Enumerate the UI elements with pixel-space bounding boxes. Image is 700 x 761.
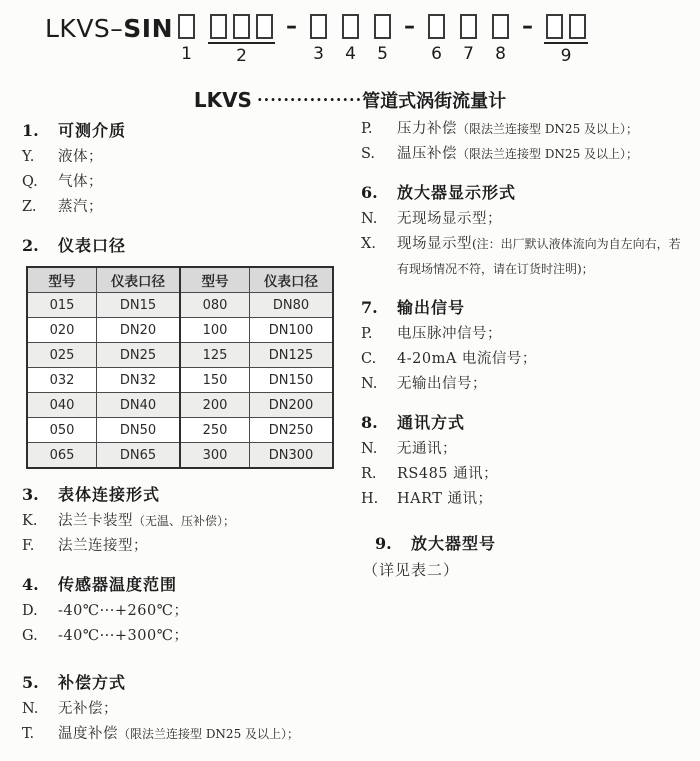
table-cell: DN150 (250, 368, 334, 393)
table-cell: DN25 (97, 343, 181, 368)
code-position-4 (340, 12, 361, 66)
option-text: 蒸汽； (58, 199, 103, 215)
table-cell: DN250 (250, 418, 334, 443)
option-text: 压力补偿（限法兰连接型 DN25 及以上）； (397, 121, 639, 137)
model-prefix-series: SIN (123, 14, 174, 43)
option-code: C. (361, 351, 377, 367)
table-row (27, 318, 333, 343)
table-cell: 150 (180, 368, 250, 393)
option-code: N. (361, 211, 378, 227)
option-text: 无输出信号； (397, 376, 487, 392)
option-text: 4-20mA 电流信号； (397, 351, 537, 367)
table-cell: 032 (27, 368, 97, 393)
code-box (342, 14, 359, 39)
code-box (428, 14, 445, 39)
code-box (569, 14, 586, 39)
code-box (256, 14, 273, 39)
section (361, 294, 683, 397)
table-column-header: 型号 (27, 267, 97, 293)
option-code: R. (361, 466, 377, 482)
section (22, 117, 358, 220)
position-number: 3 (313, 44, 324, 64)
section-number: 5. (22, 673, 39, 692)
section-heading: 传感器温度范围 (58, 575, 178, 594)
option-text: 无通讯； (397, 441, 457, 457)
option-text: 温度补偿（限法兰连接型 DN25 及以上）； (58, 726, 300, 742)
position-number: 9 (560, 46, 572, 66)
table-cell: 080 (180, 293, 250, 318)
option-item (22, 145, 358, 170)
position-number: 2 (236, 46, 247, 66)
model-code-boxes-bar (176, 12, 588, 66)
position-number: 1 (181, 44, 192, 64)
option-item (22, 534, 358, 559)
table-cell: DN40 (97, 393, 181, 418)
option-code: Q. (22, 174, 38, 190)
option-item (361, 372, 683, 397)
section-number: 3. (22, 485, 39, 504)
section-number: 2. (22, 236, 39, 255)
table-cell: DN80 (250, 293, 334, 318)
section (361, 409, 683, 512)
option-note: （限法兰连接型 DN25 及以上）； (457, 122, 639, 136)
section-header (22, 669, 358, 697)
title-name: 管道式涡街流量计 (362, 91, 507, 112)
position-number: 5 (377, 44, 388, 64)
table-cell: DN200 (250, 393, 334, 418)
option-item (22, 170, 358, 195)
table-column-header: 型号 (180, 267, 250, 293)
section (361, 179, 683, 282)
option-code: D. (22, 603, 38, 619)
option-item (22, 599, 358, 624)
option-item (361, 347, 683, 372)
section-heading: 输出信号 (397, 298, 466, 317)
option-item (361, 232, 683, 282)
section-heading: 放大器型号 (411, 534, 497, 553)
option-text: 法兰连接型； (58, 538, 148, 554)
table-cell: 065 (27, 443, 97, 469)
option-code: Z. (22, 199, 37, 215)
code-position-2 (208, 12, 275, 66)
table-cell: 125 (180, 343, 250, 368)
section (361, 530, 683, 583)
right-column (358, 117, 683, 747)
table-row (27, 393, 333, 418)
option-item (361, 322, 683, 347)
code-boxes (458, 12, 479, 42)
code-box (492, 14, 509, 39)
section-heading: 通讯方式 (397, 413, 466, 432)
table-cell: DN125 (250, 343, 334, 368)
option-code: N. (361, 441, 378, 457)
option-text: 气体； (58, 174, 103, 190)
section-header (361, 179, 683, 207)
code-boxes (308, 12, 329, 42)
section-number: 8. (361, 413, 378, 432)
table-cell: 200 (180, 393, 250, 418)
option-item (361, 142, 683, 167)
model-prefix (45, 12, 173, 45)
option-code: G. (22, 628, 38, 644)
option-code: H. (361, 491, 379, 507)
section-header (22, 481, 358, 509)
table-cell: 250 (180, 418, 250, 443)
dash-separator: – (286, 14, 298, 39)
model-prefix-dash: – (110, 14, 124, 43)
table-cell: DN65 (97, 443, 181, 469)
table-cell: 050 (27, 418, 97, 443)
dash-separator: – (404, 14, 416, 39)
code-boxes (490, 12, 511, 42)
code-position-3 (308, 12, 329, 66)
dash-separator: – (522, 14, 534, 39)
section-heading: 表体连接形式 (58, 485, 161, 504)
option-code: K. (22, 513, 38, 529)
title-code: LKVS (193, 88, 252, 112)
option-item (361, 207, 683, 232)
section (22, 481, 358, 559)
table-row (27, 418, 333, 443)
option-text: 温压补偿（限法兰连接型 DN25 及以上）； (397, 146, 639, 162)
title-dot-leader: ················ (257, 90, 363, 109)
code-box (546, 14, 563, 39)
option-code: P. (361, 326, 373, 342)
option-text: 电压脉冲信号； (397, 326, 502, 342)
option-note: （限法兰连接型 DN25 及以上）； (118, 727, 300, 741)
option-text: 无现场显示型； (397, 211, 502, 227)
option-code: S. (361, 146, 376, 162)
table-row (27, 293, 333, 318)
option-code: N. (22, 701, 39, 717)
code-boxes (544, 12, 588, 44)
section-header (361, 530, 683, 558)
code-boxes (426, 12, 447, 42)
section (361, 117, 683, 167)
option-code: N. (361, 376, 378, 392)
option-text: -40℃···+300℃； (58, 628, 189, 644)
code-position-7 (458, 12, 479, 66)
option-item (361, 437, 683, 462)
option-item (22, 624, 358, 649)
table-cell: DN100 (250, 318, 334, 343)
code-position-1 (176, 12, 197, 66)
table-cell: DN15 (97, 293, 181, 318)
section-header (22, 571, 358, 599)
option-text: -40℃···+260℃； (58, 603, 189, 619)
option-item (361, 462, 683, 487)
option-code: F. (22, 538, 35, 554)
table-column-header: 仪表口径 (97, 267, 181, 293)
option-item (361, 487, 683, 512)
document-title (0, 87, 700, 113)
diameter-table (26, 266, 334, 469)
option-code: T. (22, 726, 35, 742)
table-row (27, 443, 333, 469)
section-heading: 仪表口径 (58, 236, 127, 255)
code-box (210, 14, 227, 39)
table-cell: DN20 (97, 318, 181, 343)
section-header (361, 294, 683, 322)
section-number: 4. (22, 575, 39, 594)
code-boxes (208, 12, 275, 44)
model-code-diagram (0, 0, 700, 66)
option-item (361, 117, 683, 142)
section-heading: 放大器显示形式 (397, 183, 517, 202)
section-subnote: （详见表二） (363, 561, 460, 579)
left-column (0, 117, 358, 747)
option-item (22, 195, 358, 220)
section-heading: 可测介质 (58, 121, 127, 140)
option-item (22, 509, 358, 534)
option-note: （无温、压补偿）； (133, 514, 236, 528)
option-item (22, 722, 358, 747)
table-header-row (27, 267, 333, 293)
table-row (27, 368, 333, 393)
option-note: (注：出厂默认液体流向为自左向右，若有现场情况不符，请在订货时注明)； (397, 237, 681, 276)
option-code: X. (361, 236, 376, 252)
code-box (233, 14, 250, 39)
table-column-header: 仪表口径 (250, 267, 334, 293)
table-row (27, 343, 333, 368)
option-text: 现场显示型(注：出厂默认液体流向为自左向右，若有现场情况不符，请在订货时注明)； (397, 236, 681, 276)
option-item (22, 697, 358, 722)
table-cell: 025 (27, 343, 97, 368)
option-text: 无补偿； (58, 701, 118, 717)
model-prefix-code: LKVS (45, 14, 111, 43)
table-cell: 020 (27, 318, 97, 343)
section (22, 232, 358, 469)
table-cell: DN300 (250, 443, 334, 469)
code-box (178, 14, 195, 39)
option-code: P. (361, 121, 373, 137)
code-box (374, 14, 391, 39)
table-cell: 100 (180, 318, 250, 343)
table-cell: 040 (27, 393, 97, 418)
section (22, 669, 358, 747)
section-heading: 补偿方式 (58, 673, 127, 692)
section-header (22, 117, 358, 145)
option-text: 液体； (58, 149, 103, 165)
content-columns (0, 117, 700, 747)
table-cell: DN50 (97, 418, 181, 443)
table-cell: DN32 (97, 368, 181, 393)
section-number: 1. (22, 121, 39, 140)
position-number: 7 (463, 44, 474, 64)
code-boxes (340, 12, 361, 42)
option-text: RS485 通讯； (397, 466, 499, 482)
code-box (310, 14, 327, 39)
position-number: 4 (345, 44, 356, 64)
option-text: HART 通讯； (397, 491, 493, 507)
section-header (22, 232, 358, 260)
code-position-5 (372, 12, 393, 66)
table-cell: 015 (27, 293, 97, 318)
option-note: （限法兰连接型 DN25 及以上）； (457, 147, 639, 161)
section-number: 9. (375, 534, 392, 553)
code-position-9 (544, 12, 588, 66)
section-header (361, 409, 683, 437)
code-box (460, 14, 477, 39)
code-position-6 (426, 12, 447, 66)
position-number: 8 (495, 44, 506, 64)
position-number: 6 (431, 44, 442, 64)
code-boxes (176, 12, 197, 42)
table-cell: 300 (180, 443, 250, 469)
option-text: 法兰卡装型（无温、压补偿）； (58, 513, 236, 529)
option-code: Y. (22, 149, 35, 165)
code-position-8 (490, 12, 511, 66)
code-boxes (372, 12, 393, 42)
section (22, 571, 358, 649)
section-number: 7. (361, 298, 378, 317)
section-number: 6. (361, 183, 378, 202)
